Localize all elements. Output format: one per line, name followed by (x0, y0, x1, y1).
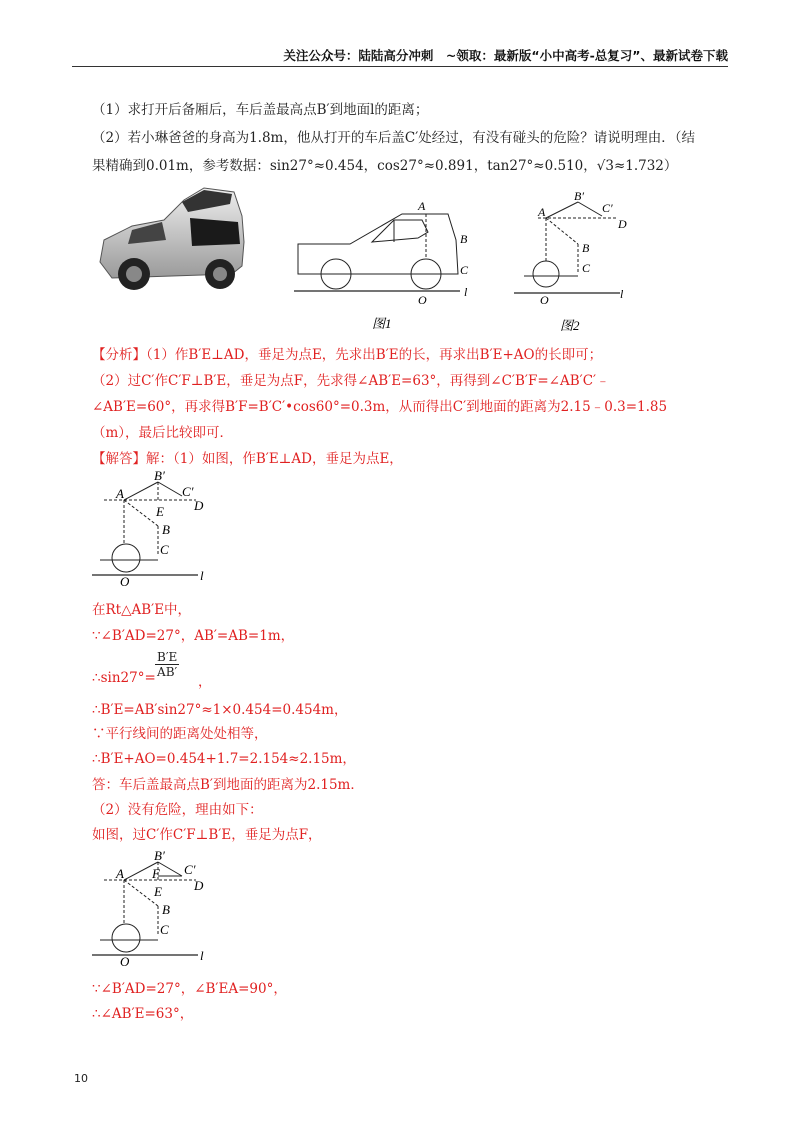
sol1-label-B: B (162, 522, 170, 537)
analysis-3: ∠AB′E=60°，再求得B′F=B′C′•cos60°=0.3m，从而得出C′到地面的距离为2.15﹣0.3=1.85 (92, 399, 668, 415)
question-2: （2）若小琳爸爸的身高为1.8m，他从打开的车后盖C′处经过，有没有碰头的危险？请说明理由．（结 (92, 130, 696, 146)
solution-s1: 在Rt△AB′E中， (92, 602, 192, 618)
solution-s9: 如图，过C′作C′F⊥B′E，垂足为点F， (92, 827, 322, 843)
fig1-label-C: C (460, 263, 469, 277)
car-photo (92, 182, 252, 302)
fig2-label-Cp: C′ (602, 201, 613, 215)
fraction-denominator: AB′ (157, 665, 178, 679)
question-1: （1）求打开后备厢后，车后盖最高点B′到地面l的距离； (92, 102, 429, 118)
figure-2 (510, 186, 650, 336)
sol2-label-F: F (152, 866, 160, 881)
solution-s5: ∵平行线间的距离处处相等， (92, 726, 268, 742)
sol2-label-D: D (194, 878, 204, 893)
sol1-label-E: E (156, 504, 164, 519)
page-header: 关注公众号：陆陆高分冲刺 ~领取：最新版“小中高考-总复习”、最新试卷下载 (283, 48, 728, 63)
sol2-label-O: O (120, 954, 130, 969)
fig2-label-l: l (620, 287, 624, 301)
solution-figure-2 (88, 850, 218, 970)
sol2-label-B: B (162, 902, 170, 917)
fig2-label-O: O (540, 293, 549, 307)
sol2-label-Bp: B′ (154, 850, 165, 863)
fig2-caption: 图2 (560, 318, 580, 333)
fig1-label-O: O (418, 293, 427, 307)
sol1-label-Cp: C′ (182, 484, 194, 499)
sol2-label-E: E (154, 884, 162, 899)
figure-1 (290, 196, 480, 336)
solution-s2: ∵∠B′AD=27°，AB′=AB=1m， (92, 628, 295, 644)
sol2-label-A: A (116, 866, 124, 881)
fig1-label-l: l (464, 285, 468, 299)
analysis-2: （2）过C′作C′F⊥B′E，垂足为点F，先求得∠AB′E=63°，再得到∠C′B′F=∠AB′C′﹣ (92, 373, 610, 389)
question-2-cont: 果精确到0.01m，参考数据：sin27°≈0.454，cos27°≈0.891，tan27°≈0.510，√3≈1.732） (92, 158, 678, 174)
solution-s3-suffix: ， (198, 674, 212, 690)
sol1-label-O: O (120, 574, 130, 588)
sol1-label-Bp: B′ (154, 468, 165, 483)
fig2-label-A: A (538, 205, 546, 219)
sine-fraction (155, 650, 179, 679)
solution-figure-1 (88, 468, 218, 588)
solution-s10: ∵∠B′AD=27°，∠B′EA=90°， (92, 981, 287, 997)
analysis-1: 【分析】（1）作B′E⊥AD，垂足为点E，先求出B′E的长，再求出B′E+AO的长即可； (92, 347, 603, 363)
fig1-label-A: A (418, 199, 426, 213)
sol1-label-D: D (194, 498, 204, 513)
solution-s11: ∴∠AB′E=63°， (92, 1006, 194, 1022)
sol1-label-C: C (160, 542, 169, 557)
fig2-label-C: C (582, 261, 591, 275)
fig2-label-Bp: B′ (574, 189, 584, 203)
solution-s6: ∴B′E+AO=0.454+1.7=2.154≈2.15m， (92, 751, 356, 767)
sol1-label-A: A (116, 486, 124, 501)
page-number: 10 (74, 1072, 88, 1085)
solution-s8: （2）没有危险，理由如下： (92, 802, 263, 818)
header-rule (72, 66, 728, 67)
sol2-label-l: l (200, 948, 204, 963)
sol2-label-C: C (160, 922, 169, 937)
sol1-label-l: l (200, 568, 204, 583)
fig1-caption: 图1 (372, 316, 392, 331)
solution-s4: ∴B′E=AB′sin27°≈1×0.454=0.454m， (92, 702, 348, 718)
analysis-4: （m），最后比较即可． (92, 425, 234, 441)
fraction-numerator: B′E (157, 650, 178, 664)
solution-intro: 【解答】解：（1）如图，作B′E⊥AD，垂足为点E， (92, 451, 403, 467)
fig2-label-D: D (618, 217, 627, 231)
fig1-label-B: B (460, 232, 468, 246)
solution-s3-prefix: ∴sin27°= (92, 670, 156, 686)
sol2-label-Cp: C′ (184, 862, 196, 877)
fig2-label-B: B (582, 241, 590, 255)
solution-s7: 答：车后盖最高点B′到地面的距离为2.15m． (92, 777, 364, 793)
